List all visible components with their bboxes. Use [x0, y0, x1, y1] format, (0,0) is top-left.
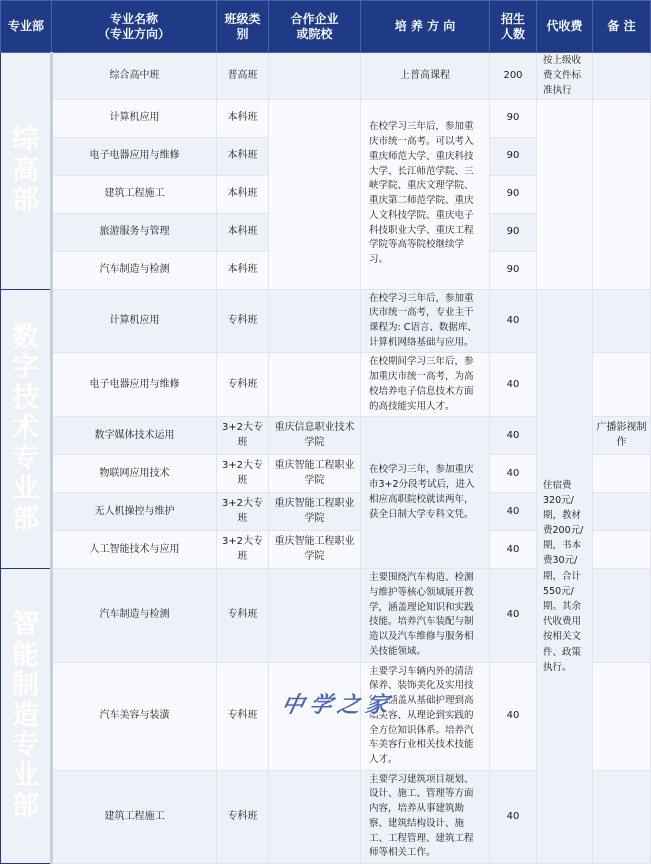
row-enroll: 40 — [490, 493, 537, 531]
row-class-type: 3+2大专班 — [217, 455, 269, 493]
row-enroll: 40 — [490, 662, 537, 770]
row-enroll: 40 — [490, 770, 537, 863]
row-enroll: 40 — [490, 569, 537, 662]
row-note — [593, 770, 651, 863]
row-class-type: 专科班 — [217, 770, 269, 863]
row-class-type: 普高班 — [217, 53, 269, 100]
row-class-type: 专科班 — [217, 662, 269, 770]
row-partner — [269, 770, 361, 863]
row-class-type: 本科班 — [217, 99, 269, 137]
fee-specialty: 住宿费320元/期，教材费200元/期，书本费30元/期，合计550元/期。其余代收费用按相关文件、政策执行。 — [537, 289, 593, 863]
row-major: 汽车制造与检测 — [52, 569, 217, 662]
direction-sanjiaer: 在校学习三年，参加重庆市3+2分段考试后，进入相应高职院校就读两年，获全日制大学专科文凭。 — [361, 417, 490, 569]
direction-dianzi: 在校期间学习三年后，参加重庆市统一高考，为高校培养电子信息技术方面的高技能实用人才。 — [361, 353, 490, 417]
row-partner: 重庆信息职业技术学院 — [269, 417, 361, 455]
row-major: 旅游服务与管理 — [52, 213, 217, 251]
row-class-type: 3+2大专班 — [217, 531, 269, 569]
row-class-type: 专科班 — [217, 569, 269, 662]
row-partner: 重庆智能工程职业学院 — [269, 493, 361, 531]
row-major: 物联网应用技术 — [52, 455, 217, 493]
row-major: 汽车制造与检测 — [52, 251, 217, 289]
watermark-logo: 中学之家 — [278, 692, 397, 718]
row-enroll: 90 — [490, 213, 537, 251]
row-enroll: 40 — [490, 417, 537, 455]
row-partner — [269, 353, 361, 417]
row-major: 无人机操控与维护 — [52, 493, 217, 531]
header-fee: 代收费 — [537, 1, 593, 53]
table-row — [1, 289, 651, 353]
header-enroll: 招生 人数 — [490, 1, 537, 53]
row-note — [593, 455, 651, 493]
dept-zonggao: 综高部 — [1, 53, 52, 290]
row-note — [593, 493, 651, 531]
row-partner: 重庆智能工程职业学院 — [269, 455, 361, 493]
row-major: 建筑工程施工 — [52, 770, 217, 863]
row-major: 数字媒体技术运用 — [52, 417, 217, 455]
row-class-type: 3+2大专班 — [217, 417, 269, 455]
row-partner — [269, 289, 361, 353]
row-note — [593, 531, 651, 569]
dept-zhineng: 智能制造专业部 — [1, 569, 52, 864]
row-class-type: 专科班 — [217, 289, 269, 353]
row-class-type: 专科班 — [217, 353, 269, 417]
row-direction: 上普高课程 — [361, 53, 490, 100]
row-partner — [269, 569, 361, 662]
direction-qiche-meirong: 主要学习车辆内外的清洁保养、装饰美化及实用技能，涵盖从基础护理到高端美容、从理论到实践的全方位知识体系。培养汽车美容行业相关技术技能人才。 — [361, 662, 490, 770]
header-dept: 专业部 — [1, 1, 52, 53]
direction-benke: 在校学习三年后，参加重庆市统一高考。可以考入重庆师范大学、重庆科技大学、长江师范学院、三峡学院、重庆文理学院、重庆第二师范学院、重庆人文科技学院、重庆电子科技职业大学、重庆工程学院等高等院校继续学习。 — [361, 99, 490, 289]
row-partner: 重庆智能工程职业学院 — [269, 531, 361, 569]
row-class-type: 本科班 — [217, 175, 269, 213]
row-major: 汽车美容与装潢 — [52, 662, 217, 770]
row-enroll: 90 — [490, 251, 537, 289]
row-class-type: 本科班 — [217, 251, 269, 289]
row-major: 电子电器应用与维修 — [52, 137, 217, 175]
direction-qiche-zhizao: 主要围绕汽车构造、检测与维护等核心领域展开教学，涵盖理论知识和实践技能。培养汽车装配与制造以及汽车维修与服务相关技能领域。 — [361, 569, 490, 662]
row-major: 电子电器应用与维修 — [52, 353, 217, 417]
row-note — [593, 353, 651, 417]
row-major: 综合高中班 — [52, 53, 217, 100]
row-partner — [269, 53, 361, 100]
row-note — [593, 569, 651, 662]
table-row — [1, 99, 651, 137]
row-major: 人工智能技术与应用 — [52, 531, 217, 569]
row-enroll: 200 — [490, 53, 537, 100]
row-enroll: 90 — [490, 175, 537, 213]
dept-shuzi: 数字技术专业部 — [1, 289, 52, 569]
row-class-type: 本科班 — [217, 213, 269, 251]
row-note — [593, 662, 651, 770]
row-note — [593, 53, 651, 100]
row-enroll: 90 — [490, 99, 537, 137]
row-note — [593, 289, 651, 353]
row-class-type: 本科班 — [217, 137, 269, 175]
row-enroll: 40 — [490, 531, 537, 569]
table-row — [1, 53, 651, 100]
fee-general: 按上级收费文件标准执行 — [537, 53, 593, 100]
row-enroll: 90 — [490, 137, 537, 175]
header-class-type: 班级类别 — [217, 1, 269, 53]
direction-jianzhu: 主要学习建筑项目规划、设计、施工、管理等方面内容，培养从事建筑勘察、建筑结构设计、施工、工程管理、建筑工程师等相关工作。 — [361, 770, 490, 863]
direction-jisuanji: 在校学习三年后，参加重庆市统一高考，专业主干课程为: C语言、数据库、计算机网络基础与应用。 — [361, 289, 490, 353]
row-fee — [537, 99, 593, 289]
header-partner: 合作企业 或院校 — [269, 1, 361, 53]
row-enroll: 40 — [490, 353, 537, 417]
header-note: 备 注 — [593, 1, 651, 53]
header-row — [1, 1, 651, 53]
header-direction: 培 养 方 向 — [361, 1, 490, 53]
row-partner — [269, 99, 361, 289]
row-enroll: 40 — [490, 289, 537, 353]
row-enroll: 40 — [490, 455, 537, 493]
header-major: 专业名称 （专业方向） — [52, 1, 217, 53]
row-major: 计算机应用 — [52, 99, 217, 137]
row-major: 计算机应用 — [52, 289, 217, 353]
row-note: 广播影视制作 — [593, 417, 651, 455]
row-class-type: 3+2大专班 — [217, 493, 269, 531]
row-major: 建筑工程施工 — [52, 175, 217, 213]
row-note — [593, 99, 651, 289]
